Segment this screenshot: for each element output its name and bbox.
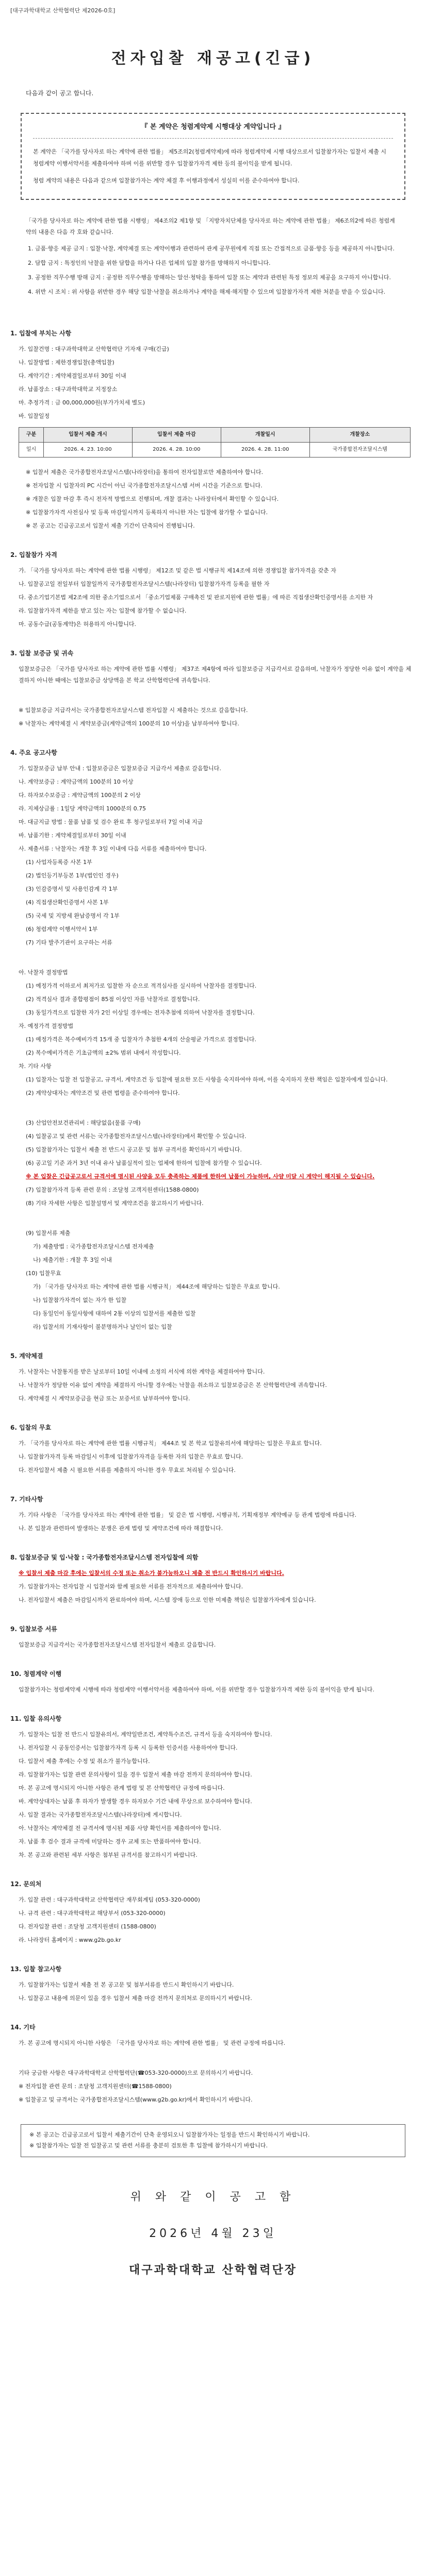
table-cell: 일시 [19, 443, 44, 457]
section-line: 다. 계약체결 시 계약보증금을 현금 또는 보증서로 납부하여야 합니다. [19, 1395, 190, 1402]
section-line: (8) 기타 자세한 사항은 입찰설명서 및 계약조건을 참고하시기 바랍니다. [26, 1200, 204, 1207]
section-title: 8. 입찰보증금 및 입·낙찰 : 국가종합전자조달시스템 전자입찰에 의함 [10, 1554, 199, 1562]
section-8 [10, 1553, 416, 1606]
section-line: 바. 납품기한 : 계약체결일로부터 30일 이내 [19, 832, 126, 839]
section-line: 자. 납품 후 검수 결과 규격에 미달하는 경우 교체 또는 반품하여야 합니다. [19, 1838, 201, 1845]
section-line: (7) 기타 발주기관이 요구하는 서류 [26, 939, 112, 946]
section-line: (2) 법인등기부등본 1부(법인인 경우) [26, 872, 119, 879]
section-line: 가. 본 공고에 명시되지 아니한 사항은 「국가를 당사자로 하는 계약에 관한 법률」 및 관련 규정에 따릅니다. [19, 2040, 286, 2047]
section-line: 가. 입찰 관련 : 대구과학대학교 산학협력단 재무회계팀 (053-320-0000) [19, 1896, 200, 1904]
section-4 [10, 748, 416, 948]
issuing-organization: 대구과학대학교 산학협력단장 [129, 2264, 297, 2277]
section-3 [10, 649, 416, 686]
section-line: (7) 입찰참가자격 등록 관련 문의 : 조달청 고객지원센터(1588-0800) [26, 1187, 199, 1194]
section-line: 가. 입찰보증금 납부 안내 : 입찰보증금은 입찰보증금 지급각서 제출로 갈음합니다. [19, 765, 221, 772]
section-line: 가. 기타 사항은 「국가를 당사자로 하는 계약에 관한 법률」 및 같은 법 시행령, 시행규칙, 기획재정부 계약예규 등 관계 법령에 따릅니다. [19, 1512, 356, 1519]
section-line: 나. 전자입찰서 제출은 마감일시까지 완료하여야 하며, 시스템 장애 등으로 인한 미제출 책임은 입찰참가자에게 있습니다. [19, 1597, 316, 1604]
section-line: 다. 전자입찰 관련 : 조달청 고객지원센터 (1588-0800) [19, 1923, 156, 1930]
contact-notes [10, 2067, 416, 2106]
section-line: (3) 산업안전보건관리비 : 해당없음(물품 구매) [26, 1120, 141, 1127]
section-9 [10, 1624, 416, 1651]
section-line: 가. 입찰건명 : 대구과학대학교 산학협력단 기자재 구매(긴급) [19, 346, 169, 353]
table-header-cell: 구분 [19, 428, 44, 443]
rule-item: 3. 공정한 직무수행 방해 금지 : 공정한 직무수행을 방해하는 알선·청탁을 통하여 입찰 또는 계약과 관련된 특정 정보의 제공을 요구하지 아니합니다. [35, 272, 400, 283]
section-6 [10, 1423, 416, 1476]
section-line: 라. 입찰참가자는 입찰 관련 문의사항이 있을 경우 입찰서 제출 마감 전까지 문의하여야 합니다. [19, 1771, 252, 1778]
section-14 [10, 2023, 416, 2049]
contact-line: 기타 궁금한 사항은 대구과학대학교 산학협력단(☎053-320-0000)으로 문의하시기 바랍니다. [19, 2070, 253, 2077]
section-note: ※ 본 공고는 긴급공고로서 입찰서 제출 기간이 단축되어 진행됩니다. [26, 522, 195, 530]
document-number: [대구과학대학교 산학협력단 제2026-0호] [10, 7, 116, 14]
section-line: 나. 입찰방법 : 제한경쟁입찰(총액입찰) [19, 359, 114, 366]
section-line: 라. 지체상금률 : 1일당 계약금액의 1000분의 0.75 [19, 805, 146, 812]
section-12 [10, 1879, 416, 1946]
section-line: (10) 입찰무효 [26, 1270, 61, 1277]
section-line: (6) 청렴계약 이행서약서 1부 [26, 926, 98, 933]
section-line: (2) 적격심사 결과 종합평점이 85점 이상인 자를 낙찰자로 결정합니다. [26, 996, 200, 1003]
section-5 [10, 1351, 416, 1404]
section-line: 입찰참가자는 청렴계약제 시행에 따라 청렴계약 이행서약서를 제출하여야 하며, 이를 위반할 경우 입찰참가자격 제한 등의 불이익을 받게 됩니다. [19, 1686, 374, 1693]
section-line: 바. 입찰일정 [19, 413, 50, 420]
section-title: 3. 입찰 보증금 및 귀속 [10, 650, 74, 657]
intro-text: 다음과 같이 공고 합니다. [26, 90, 94, 97]
section-2 [10, 550, 416, 630]
notice-divider [33, 138, 393, 139]
section-line: 가. 「국가를 당사자로 하는 계약에 관한 법률 시행규칙」 제44조 및 본 학교 입찰유의서에 해당하는 입찰은 무효로 합니다. [19, 1440, 322, 1447]
section-line: 사. 입찰 결과는 국가종합전자조달시스템(나라장터)에 게시합니다. [19, 1811, 182, 1819]
section-line: 마. 대금지급 방법 : 물품 납품 및 검수 완료 후 청구일로부터 7일 이내 지급 [19, 819, 203, 826]
section-13 [10, 1964, 416, 2004]
section-title: 13. 입찰 참고사항 [10, 1965, 62, 1973]
table-header-row [19, 428, 411, 443]
final-notice-box [21, 2124, 405, 2157]
section-title: 12. 문의처 [10, 1880, 42, 1888]
section-line: 가) 「국가를 당사자로 하는 계약에 관한 법률 시행규칙」 제44조에 해당하는 입찰은 무효로 합니다. [33, 1283, 280, 1291]
section-line: 차. 기타 사항 [19, 1063, 52, 1070]
section-line: 아. 낙찰자는 계약체결 전 규격서에 명시된 제품 사양 확인서를 제출하여야 합니다. [19, 1825, 221, 1832]
section-line: 나. 규격 관련 : 대구과학대학교 해당부서 (053-320-0000) [19, 1910, 166, 1917]
section-title: 14. 기타 [10, 2024, 36, 2031]
section-line: 다. 계약기간 : 계약체결일로부터 30일 이내 [19, 372, 126, 380]
section-line: 나. 입찰참가자격 등록 마감일시 이후에 입찰참가자격을 등록한 자의 입찰은 무효로 합니다. [19, 1453, 243, 1461]
section-line: 라. 입찰참가자격 제한을 받고 있는 자는 입찰에 참가할 수 없습니다. [19, 607, 187, 615]
highlighted-warning: ※ 입찰서 제출 마감 후에는 입찰서의 수정 또는 취소가 불가능하오니 제출 전 반드시 확인하시기 바랍니다. [19, 1570, 284, 1577]
section-line: 나. 입찰공고 내용에 의문이 있을 경우 입찰서 제출 마감 전까지 문의처로 문의하시기 바랍니다. [19, 1995, 252, 2002]
table-row [19, 443, 411, 457]
table-cell: 2026. 4. 23. 10:00 [44, 443, 133, 457]
rules-lead: 「국가를 당사자로 하는 계약에 관한 법률 시행령」 제4조의2 제1항 및 「지방자치단체를 당사자로 하는 계약에 관한 법률」 제6조의2에 따른 청렴계약의 내용은 다음 각 호와 같습니다. [26, 217, 395, 236]
integrity-rules [21, 215, 405, 298]
section-line: (9) 입찰서류 제출 [26, 1230, 71, 1237]
section-title: 2. 입찰참가 자격 [10, 551, 57, 559]
section-line: (6) 공고일 기준 과거 3년 이내 유사 납품실적이 있는 업체에 한하여 입찰에 참가할 수 있습니다. [26, 1160, 262, 1167]
section-title: 9. 입찰보증 서류 [10, 1625, 57, 1633]
section-line: (4) 직접생산확인증명서 사본 1부 [26, 899, 109, 906]
section-note: ※ 낙찰자는 계약체결 시 계약보증금(계약금액의 100분의 10 이상)을 납부하여야 합니다. [19, 720, 239, 727]
section-line: 사. 제출서류 : 낙찰자는 개찰 후 3일 이내에 다음 서류를 제출하여야 합니다. [19, 845, 207, 853]
section-title: 4. 주요 공고사항 [10, 749, 57, 757]
table-header-cell: 입찰서 제출 개시 [44, 428, 133, 443]
page-title: 전자입찰 재공고(긴급) [111, 49, 315, 67]
section-line: 바. 계약상대자는 납품 후 하자가 발생할 경우 하자보수 기간 내에 무상으로 보수하여야 합니다. [19, 1798, 252, 1805]
section-line: (1) 예정가격은 복수예비가격 15개 중 입찰자가 추첨한 4개의 산술평균 가격으로 결정합니다. [26, 1036, 256, 1043]
section-title: 7. 기타사항 [10, 1496, 43, 1503]
section-line: 다) 동일인이 동일사항에 대하여 2통 이상의 입찰서를 제출한 입찰 [33, 1310, 196, 1317]
signoff [10, 2188, 416, 2277]
contact-line: ※ 입찰공고 및 규격서는 국가종합전자조달시스템(www.g2b.go.kr)에서 확인하시기 바랍니다. [19, 2096, 253, 2104]
section-line: 다. 입찰서 제출 후에는 수정 및 취소가 불가능합니다. [19, 1758, 150, 1765]
rules-list [26, 243, 400, 298]
section-line: (1) 입찰자는 입찰 전 입찰공고, 규격서, 계약조건 등 입찰에 필요한 모든 사항을 숙지하여야 하며, 이를 숙지하지 못한 책임은 입찰자에게 있습니다. [26, 1076, 388, 1083]
rule-item: 4. 위반 시 조치 : 위 사항을 위반한 경우 해당 입찰·낙찰을 취소하거나 계약을 해제·해지할 수 있으며 입찰참가자격 제한 처분을 받을 수 있습니다. [35, 286, 400, 298]
section-line: 입찰보증금 지급각서는 국가종합전자조달시스템 전자입찰서 제출로 갈음합니다. [19, 1641, 216, 1649]
section-line: 마. 본 공고에 명시되지 아니한 사항은 관계 법령 및 본 산학협력단 규정에 따릅니다. [19, 1785, 225, 1792]
section-line: (4) 입찰공고 및 관련 서류는 국가종합전자조달시스템(나라장터)에서 확인할 수 있습니다. [26, 1133, 247, 1140]
section-note: ※ 입찰보증금 지급각서는 국가종합전자조달시스템 전자입찰 시 제출하는 것으로 갈음합니다. [19, 707, 248, 714]
section-line: 마. 추정가격 : 금 00,000,000원(부가가치세 별도) [19, 399, 145, 406]
section-line: 마. 공동수급(공동계약)은 허용하지 아니합니다. [19, 621, 136, 628]
section-line: 입찰보증금은 「국가를 당사자로 하는 계약에 관한 법률 시행령」 제37조 제4항에 따라 입찰보증금 지급각서로 갈음하며, 낙찰자가 정당한 이유 없이 계약을 체결하지 아니한 때에는 입찰보증금 상당액을 본 학교 산학협력단에 귀속합니다. [19, 666, 412, 684]
section-line: (3) 인감증명서 및 사용인감계 각 1부 [26, 886, 118, 893]
section-title: 10. 청렴계약 이행 [10, 1670, 62, 1678]
section-line: (2) 계약상대자는 계약조건 및 관련 법령을 준수하여야 합니다. [26, 1090, 180, 1097]
section-line: 나) 입찰참가자격이 없는 자가 한 입찰 [33, 1297, 127, 1304]
table-header-cell: 개찰장소 [309, 428, 410, 443]
section-line: 가. 「국가를 당사자로 하는 계약에 관한 법률 시행령」 제12조 및 같은 법 시행규칙 제14조에 의한 경쟁입찰 참가자격을 갖춘 자 [19, 567, 336, 574]
section-4-award [10, 967, 416, 1099]
section-line: (5) 국세 및 지방세 완납증명서 각 1부 [26, 912, 120, 920]
section-1 [10, 329, 416, 532]
section-title: 5. 계약체결 [10, 1352, 43, 1360]
section-title: 1. 입찰에 부치는 사항 [10, 330, 72, 337]
section-line: (1) 사업자등록증 사본 1부 [26, 859, 92, 866]
section-line: 다. 전자입찰서 제출 시 필요한 서류를 제출하지 아니한 경우 무효로 처리될 수 있습니다. [19, 1467, 236, 1474]
announcement-closing: 위 와 같 이 공 고 함 [130, 2191, 296, 2204]
final-notice-line: ※ 본 공고는 긴급공고로서 입찰서 제출기간이 단축 운영되오니 입찰참가자는 일정을 반드시 확인하시기 바랍니다. [29, 2131, 310, 2139]
section-line: 라) 입찰서의 기재사항이 불분명하거나 날인이 없는 입찰 [33, 1324, 172, 1331]
announcement-date: 2026년 4월 23일 [149, 2227, 277, 2241]
section-note: ※ 전자입찰 시 입찰자의 PC 시간이 아닌 국가종합전자조달시스템 서버 시간을 기준으로 합니다. [26, 482, 263, 489]
table-header-cell: 개찰일시 [221, 428, 309, 443]
table-cell: 2026. 4. 28. 11:00 [221, 443, 309, 457]
section-line: 가) 제출방법 : 국가종합전자조달시스템 전자제출 [33, 1243, 154, 1250]
section-note: ※ 입찰서 제출은 국가종합전자조달시스템(나라장터)을 통하여 전자입찰로만 제출하여야 합니다. [26, 469, 264, 476]
section-line: (3) 동일가격으로 입찰한 자가 2인 이상일 경우에는 전자추첨에 의하여 낙찰자를 결정합니다. [26, 1009, 255, 1016]
section-7 [10, 1495, 416, 1534]
section-10 [10, 1669, 416, 1696]
section-line: (2) 복수예비가격은 기초금액의 ±2% 범위 내에서 작성합니다. [26, 1049, 181, 1057]
notice-paragraph: 본 계약은 「국가를 당사자로 하는 계약에 관한 법률」 제5조의2(청렴계약제)에 따라 청렴계약제 시행 대상으로서 입찰참가자는 입찰서 제출 시 청렴계약 이행서약서를 제출하여야 하며 이를 위반할 경우 입찰참가자격 제한 등의 불이익을 받게 됩니다. [33, 148, 386, 167]
section-line: 가. 입찰자는 입찰 전 반드시 입찰유의서, 계약일반조건, 계약특수조건, 규격서 등을 숙지하여야 합니다. [19, 1731, 272, 1738]
section-line: 나) 제출기한 : 개찰 후 3일 이내 [33, 1257, 112, 1264]
section-11 [10, 1714, 416, 1861]
integrity-notice-box [21, 113, 405, 200]
section-line: 라. 납품장소 : 대구과학대학교 지정장소 [19, 386, 118, 393]
section-line: 다. 중소기업기본법 제2조에 의한 중소기업으로서 「중소기업제품 구매촉진 및 판로지원에 관한 법률」에 따른 직접생산확인증명서를 소지한 자 [19, 594, 373, 601]
section-line: 다. 하자보수보증금 : 계약금액의 100분의 2 이상 [19, 792, 141, 799]
final-notice-line: ※ 입찰참가자는 입찰 전 입찰공고 및 관련 서류를 충분히 검토한 후 입찰에 참가하시기 바랍니다. [29, 2142, 268, 2149]
section-line: 나. 전자입찰 시 공동인증서는 입찰참가자격 등록 시 등록한 인증서를 사용하여야 합니다. [19, 1744, 238, 1752]
section-line: (5) 입찰참가자는 입찰서 제출 전 반드시 공고문 및 첨부 규격서를 확인하시기 바랍니다. [26, 1146, 242, 1154]
section-title: 11. 입찰 유의사항 [10, 1715, 62, 1723]
section-line: 차. 본 공고와 관련된 세부 사항은 첨부된 규격서를 참고하시기 바랍니다. [19, 1852, 198, 1859]
rule-item: 1. 금품·향응 제공 금지 : 입찰·낙찰, 계약체결 또는 계약이행과 관련하여 관계 공무원에게 직접 또는 간접적으로 금품·향응 등을 제공하지 아니합니다. [35, 243, 400, 255]
section-line: 자. 예정가격 결정방법 [19, 1023, 74, 1030]
section-line: 나. 낙찰자가 정당한 이유 없이 계약을 체결하지 아니할 경우에는 낙찰을 취소하고 입찰보증금은 본 산학협력단에 귀속합니다. [19, 1382, 327, 1389]
section-line: 가. 입찰참가자는 입찰서 제출 전 본 공고문 및 첨부서류를 반드시 확인하시기 바랍니다. [19, 1981, 234, 1989]
bid-schedule-table [19, 427, 411, 457]
section-line: 가. 낙찰자는 낙찰통지를 받은 날로부터 10일 이내에 소정의 서식에 의한 계약을 체결하여야 합니다. [19, 1368, 265, 1376]
section-title: 6. 입찰의 무효 [10, 1424, 52, 1432]
contact-line: ※ 전자입찰 관련 문의 : 조달청 고객지원센터(☎1588-0800) [19, 2083, 172, 2090]
table-cell: 국가종합전자조달시스템 [309, 443, 410, 457]
section-line: 가. 입찰참가자는 전자입찰 시 입찰서와 함께 필요한 서류를 전자적으로 제출하여야 합니다. [19, 1583, 243, 1590]
notice-title: 『 본 계약은 청렴계약제 시행대상 계약입니다 』 [141, 123, 285, 131]
highlighted-warning: ※ 본 입찰은 긴급공고로서 규격서에 명시된 사양을 모두 충족하는 제품에 한하여 납품이 가능하며, 사양 미달 시 계약이 해지될 수 있습니다. [26, 1173, 375, 1180]
section-3-notes [10, 705, 416, 730]
rule-item: 2. 담합 금지 : 특정인의 낙찰을 위한 담합을 하거나 다른 업체의 입찰 참가를 방해하지 아니합니다. [35, 258, 400, 269]
section-line: 나. 입찰공고일 전일부터 입찰일까지 국가종합전자조달시스템(나라장터) 입찰참가자격 등록을 필한 자 [19, 581, 270, 588]
section-line: 나. 본 입찰과 관련하여 발생하는 분쟁은 관계 법령 및 계약조건에 따라 해결합니다. [19, 1525, 223, 1532]
notice-paragraph: 청렴 계약의 내용은 다음과 같으며 입찰참가자는 계약 체결 후 이행과정에서 성실히 이를 준수하여야 합니다. [33, 177, 300, 184]
section-line: 라. 나라장터 홈페이지 : www.g2b.go.kr [19, 1937, 121, 1944]
section-line: 아. 낙찰자 결정방법 [19, 969, 68, 976]
section-line: 나. 계약보증금 : 계약금액의 100분의 10 이상 [19, 778, 134, 786]
section-4-misc [10, 1117, 416, 1209]
section-note: ※ 입찰참가자격 사전심사 및 등록 마감일시까지 등록하지 아니한 자는 입찰에 참가할 수 없습니다. [26, 509, 268, 516]
section-4-submission [10, 1228, 416, 1333]
table-cell: 2026. 4. 28. 10:00 [132, 443, 221, 457]
section-note: ※ 개찰은 입찰 마감 후 즉시 전자적 방법으로 진행되며, 개찰 결과는 나라장터에서 확인할 수 있습니다. [26, 496, 279, 503]
section-line: (1) 예정가격 이하로서 최저가로 입찰한 자 순으로 적격심사를 실시하여 낙찰자를 결정합니다. [26, 982, 257, 990]
table-header-cell: 입찰서 제출 마감 [132, 428, 221, 443]
